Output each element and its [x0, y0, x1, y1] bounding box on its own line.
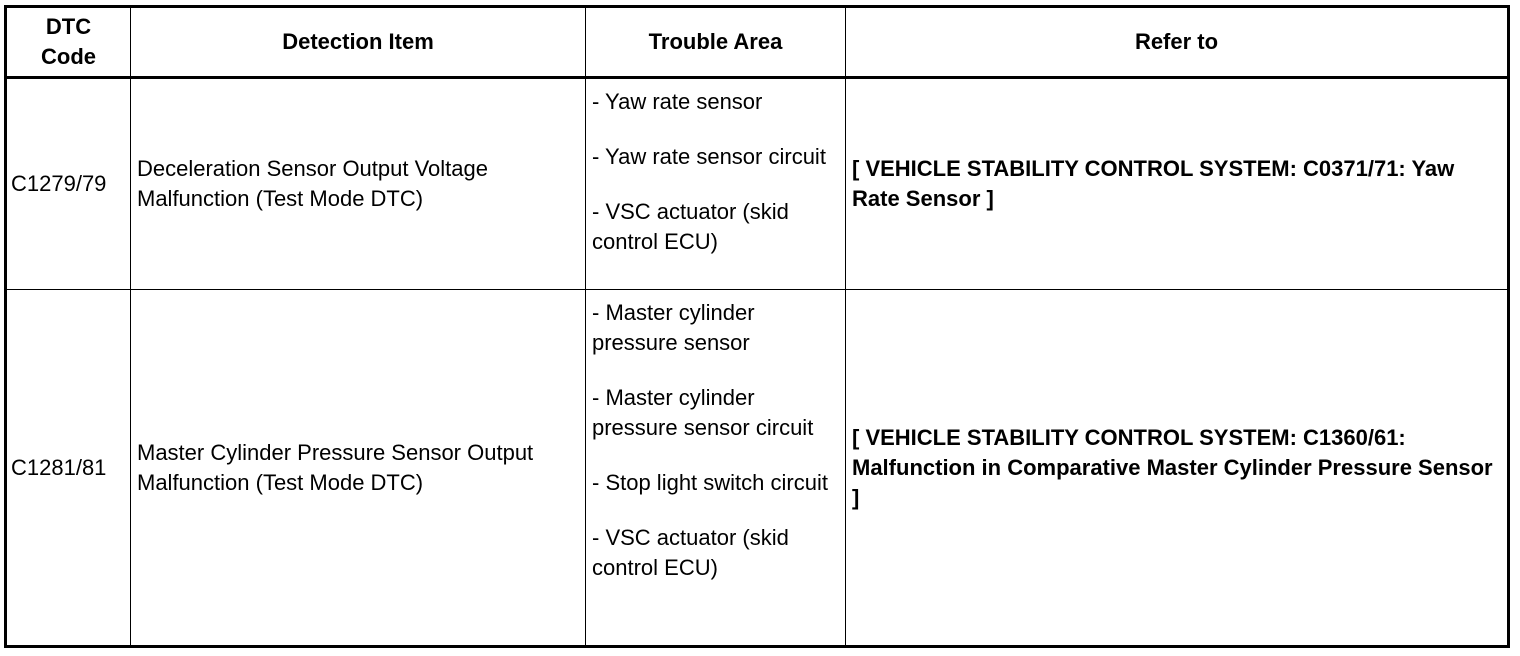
table-row [6, 78, 1509, 290]
trouble-area-cell [586, 78, 846, 290]
trouble-area-item: - VSC actuator (skid control ECU) [592, 199, 789, 254]
trouble-area-item: - Master cylinder pressure sensor circuit [592, 385, 814, 440]
trouble-area-item: - VSC actuator (skid control ECU) [592, 525, 789, 580]
header-dtc-code: DTC Code [6, 7, 131, 78]
detection-item-cell: Deceleration Sensor Output Voltage Malfunction (Test Mode DTC) [131, 78, 586, 290]
header-refer-to: Refer to [846, 7, 1509, 78]
header-trouble-area: Trouble Area [586, 7, 846, 78]
table-row [6, 290, 1509, 647]
header-row [6, 7, 1509, 78]
detection-item-cell: Master Cylinder Pressure Sensor Output Malfunction (Test Mode DTC) [131, 290, 586, 647]
trouble-area-item: - Master cylinder pressure sensor [592, 300, 755, 355]
trouble-area-cell [586, 290, 846, 647]
trouble-area-item: - Yaw rate sensor [592, 89, 763, 114]
header-detection-item: Detection Item [131, 7, 586, 78]
refer-to-link[interactable]: [ VEHICLE STABILITY CONTROL SYSTEM: C1360/61: Malfunction in Comparative Master Cylinder Pressure Sensor ] [846, 290, 1509, 647]
dtc-table [4, 5, 1510, 648]
trouble-area-item: - Yaw rate sensor circuit [592, 144, 826, 169]
dtc-code-cell: C1281/81 [6, 290, 131, 647]
refer-to-link[interactable]: [ VEHICLE STABILITY CONTROL SYSTEM: C0371/71: Yaw Rate Sensor ] [846, 78, 1509, 290]
trouble-area-item: - Stop light switch circuit [592, 470, 828, 495]
dtc-code-cell: C1279/79 [6, 78, 131, 290]
